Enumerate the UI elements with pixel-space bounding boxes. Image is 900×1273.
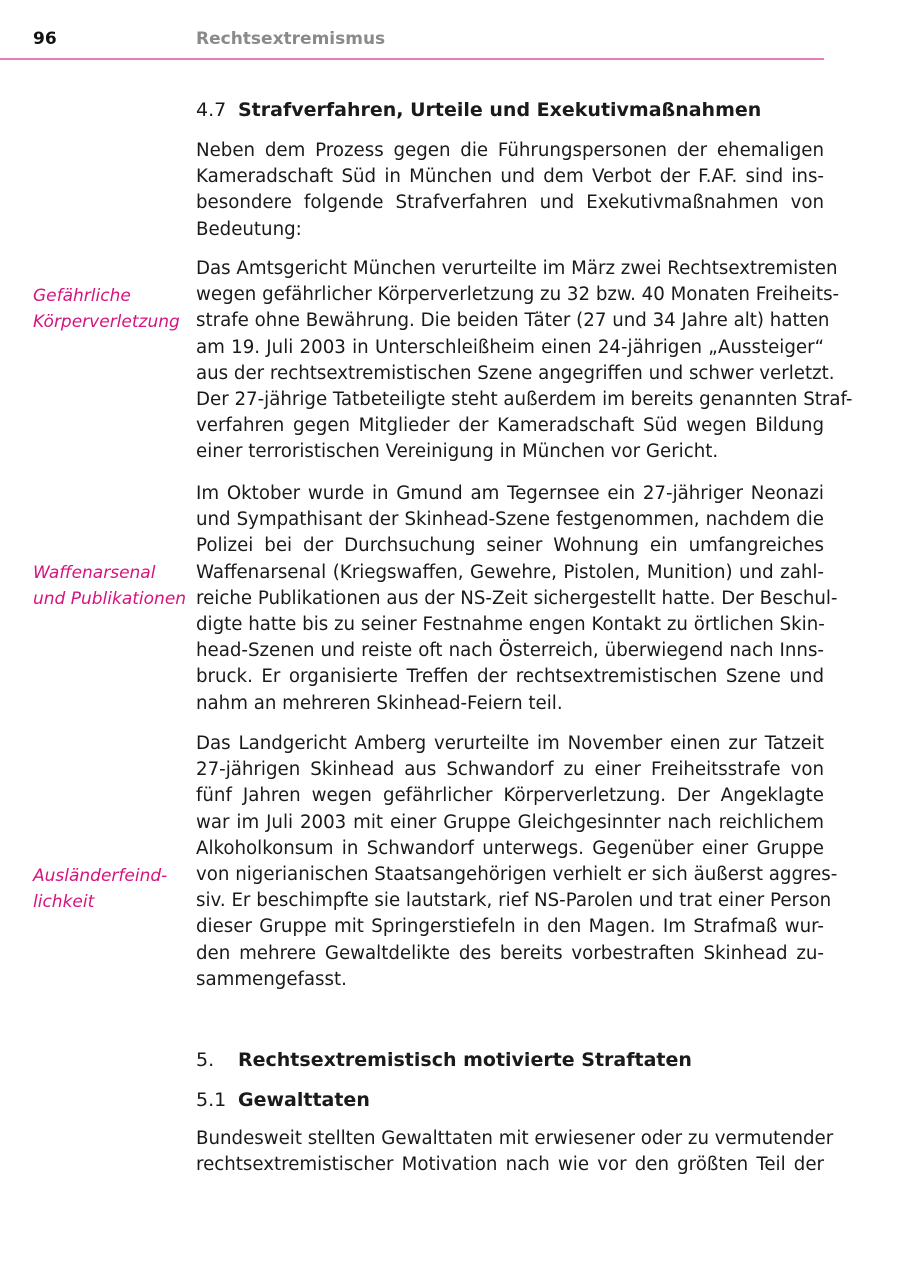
section-number: 5. bbox=[196, 1049, 215, 1071]
page-number: 96 bbox=[33, 29, 57, 49]
section-heading-5 bbox=[196, 1048, 692, 1072]
margin-note-waffenarsenal: Waffenarsenal und Publikationen bbox=[33, 563, 187, 609]
section-number: 5.1 bbox=[196, 1089, 227, 1111]
paragraph-amberg: Das Landgericht Amberg verurteilte im November einen zur Tatzeit 27-jährigen Skinhead aus Schwandorf zu einer Freiheitsstrafe von fünf Jahren wegen gefährlicher Körperverletzung. Der Angeklagte war im Juli 2003 mit einer Gruppe Gleichgesinnter nach reichlichem Alkoholkonsum in Schwandorf unterwegs. Gegenüber einer Gruppe von nigerianischen Staatsangehörigen verhielt er sich äußerst aggres- siv. Er beschimpfte sie lautstark, rief NS-Parolen und trat einer Person dieser Gruppe mit Springerstiefeln in den Magen. Im Strafmaß wur- den mehrere Gewaltdelikte des bereits vorbestraften Skinhead zu- sammengefasst. bbox=[196, 733, 838, 990]
section-title: Gewalttaten bbox=[238, 1089, 370, 1111]
section-title: Strafverfahren, Urteile und Exekutivmaßnahmen bbox=[238, 99, 762, 121]
margin-note-koerperverletzung: Gefährliche Körperverletzung bbox=[33, 286, 180, 332]
margin-note-auslaenderfeindlichkeit: Ausländerfeind- lichkeit bbox=[33, 866, 168, 912]
running-title: Rechtsextremismus bbox=[196, 29, 386, 49]
paragraph-intro: Neben dem Prozess gegen die Führungspersonen der ehemaligen Kameradschaft Süd in München und dem Verbot der F.AF. sind ins- besondere folgende Strafverfahren und Exekutivmaßnahmen von Bedeutung: bbox=[196, 140, 824, 240]
paragraph-amtsgericht: Das Amtsgericht München verurteilte im März zwei Rechtsextremisten wegen gefährlicher Körperverletzung zu 32 bzw. 40 Monaten Freiheits- strafe ohne Bewährung. Die beiden Täter (27 und 34 Jahre alt) hatten am 19. Juli 2003 in Unterschleißheim einen 24-jährigen „Aussteiger“ aus der rechtsextremistischen Szene angegriffen und schwer verletzt. Der 27-jährige Tatbeteiligte steht außerdem im bereits genannten Straf- verfahren gegen Mitglieder der Kameradschaft Süd wegen Bildung einer terroristischen Vereinigung in München vor Gericht. bbox=[196, 258, 853, 463]
section-heading-4-7 bbox=[196, 98, 761, 122]
section-heading-5-1 bbox=[196, 1088, 370, 1112]
paragraph-bundesweit: Bundesweit stellten Gewalttaten mit erwiesener oder zu vermutender rechtsextremistischer Motivation nach wie vor den größten Teil der bbox=[196, 1128, 834, 1176]
section-title: Rechtsextremistisch motivierte Straftaten bbox=[238, 1049, 692, 1071]
page-header bbox=[0, 0, 824, 60]
section-number: 4.7 bbox=[196, 99, 227, 121]
paragraph-gmund: Im Oktober wurde in Gmund am Tegernsee ein 27-jähriger Neonazi und Sympathisant der Skinhead-Szene festgenommen, nachdem die Polizei bei der Durchsuchung seiner Wohnung ein umfangreiches Waffenarsenal (Kriegswaffen, Gewehre, Pistolen, Munition) und zahl- reiche Publikationen aus der NS-Zeit sichergestellt hatte. Der Beschul- digte hatte bis zu seiner Festnahme engen Kontakt zu örtlichen Skin- head-Szenen und reiste oft nach Österreich, überwiegend nach Inns- bruck. Er organisierte Treffen der rechtsextremistischen Szene und nahm an mehreren Skinhead-Feiern teil. bbox=[196, 483, 838, 714]
